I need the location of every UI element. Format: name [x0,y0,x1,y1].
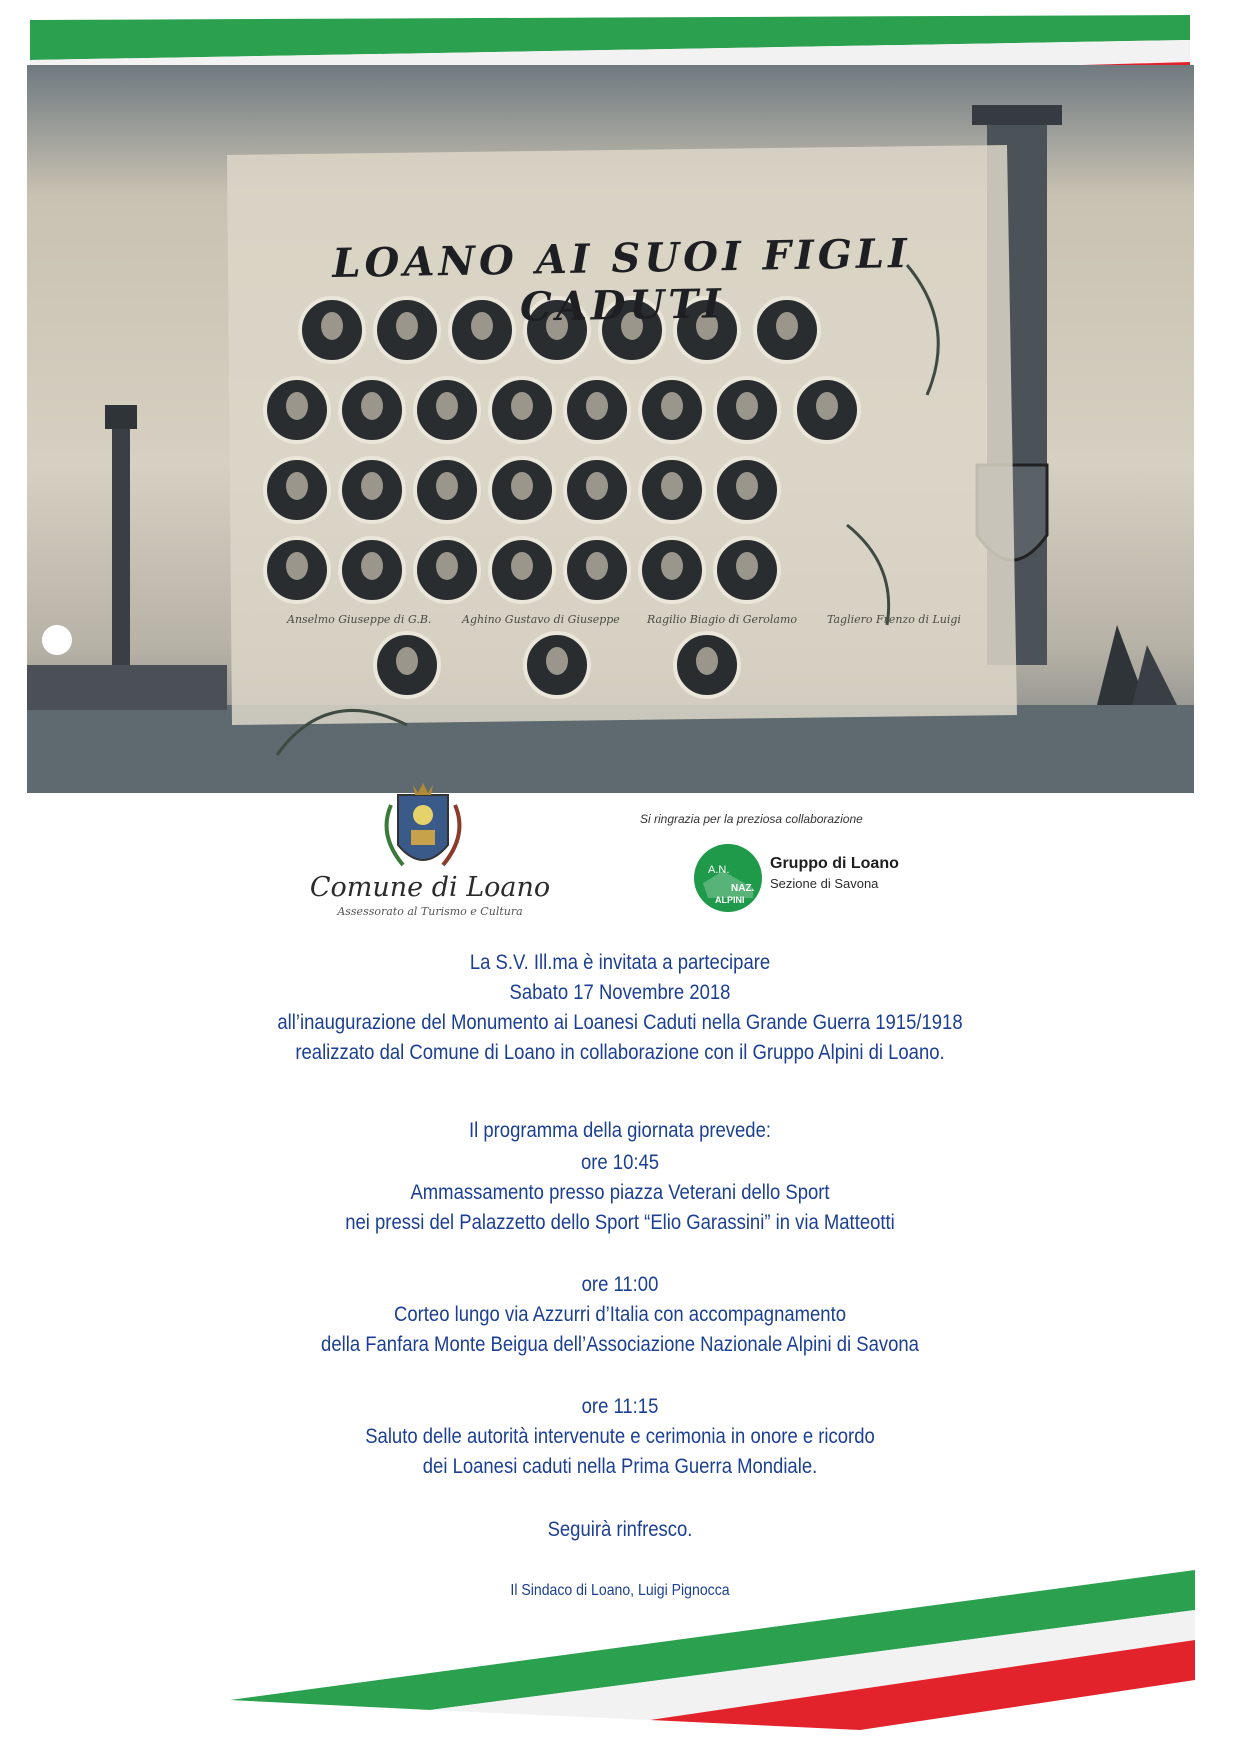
closing-text: Seguirà rinfresco. [547,1518,693,1541]
portrait-face [736,472,758,500]
event-time: ore 10:45 [580,1151,660,1174]
program-heading: Il programma della giornata prevede: [468,1119,772,1142]
comune-name: Comune di Loano [309,872,551,903]
intro-line: La S.V. Ill.ma è invitata a partecipare [469,951,771,974]
portrait-face [436,392,458,420]
event-time: ore 11:00 [581,1273,659,1296]
portrait-face [396,647,418,675]
poster-title: LOANO AI SUOI FIGLI CADUTI [332,229,912,331]
program-event [180,1392,1060,1482]
portrait-face [736,392,758,420]
thanks-text: Si ringrazia per la preziosa collaborazione [640,812,863,826]
poster-illustration [27,65,1194,793]
portrait-face [286,472,308,500]
invitation-intro [180,948,1060,1068]
group-name: Gruppo di Loano [770,855,899,872]
intro-line: all’inaugurazione del Monumento ai Loanesi Caduti nella Grande Guerra 1915/1918 [277,1011,963,1034]
logo-text: NAZ. [731,883,755,894]
event-date: Sabato 17 Novembre 2018 [509,981,731,1004]
portrait-face [286,392,308,420]
poster-caption: Anselmo Giuseppe di G.B. [287,613,432,626]
punch-hole [42,625,72,655]
logo-text: ALPINI [715,895,745,905]
event-line: Ammassamento presso piazza Veterani dello Sport [410,1181,830,1204]
portrait-face [586,552,608,580]
event-line: dei Loanesi caduti nella Prima Guerra Mondiale. [422,1455,818,1478]
portrait-face [816,392,838,420]
event-time: ore 11:15 [581,1395,659,1418]
logo-text: A.N. [708,864,730,876]
portrait-face [361,392,383,420]
ana-alpini-logo-icon [693,843,763,913]
poster-caption: Tagliero Frenzo di Luigi [827,613,961,626]
portrait-face [511,392,533,420]
event-line: Corteo lungo via Azzurri d’Italia con accompagnamento [394,1303,846,1326]
portrait-face [436,472,458,500]
portrait-face [661,392,683,420]
portrait-face [661,552,683,580]
poster-caption: Ragilio Biagio di Gerolamo [647,613,798,626]
portrait-face [586,392,608,420]
coat-of-arms-icon [373,775,473,885]
program-event [180,1270,1060,1360]
portrait-face [511,552,533,580]
poster-caption: Aghino Gustavo di Giuseppe [462,613,620,626]
signature: Il Sindaco di Loano, Luigi Pignocca [510,1582,730,1599]
portrait-face [586,472,608,500]
portrait-face [361,472,383,500]
portrait-face [286,552,308,580]
portrait-face [436,552,458,580]
historic-poster-photo [27,65,1194,793]
program-event [180,1148,1060,1238]
group-section: Sezione di Savona [770,876,879,891]
portrait-face [696,647,718,675]
portrait-face [661,472,683,500]
comune-subtitle: Assessorato al Turismo e Cultura [337,905,523,918]
portrait-face [736,552,758,580]
event-line: della Fanfara Monte Beigua dell’Associazione Nazionale Alpini di Savona [321,1333,919,1356]
portrait-face [361,552,383,580]
portrait-face [546,647,568,675]
portrait-face [511,472,533,500]
event-line: nei pressi del Palazzetto dello Sport “Elio Garassini” in via Matteotti [345,1211,895,1234]
event-line: Saluto delle autorità intervenute e cerimonia in onore e ricordo [365,1425,875,1448]
intro-line: realizzato dal Comune di Loano in collaborazione con il Gruppo Alpini di Loano. [295,1041,945,1064]
